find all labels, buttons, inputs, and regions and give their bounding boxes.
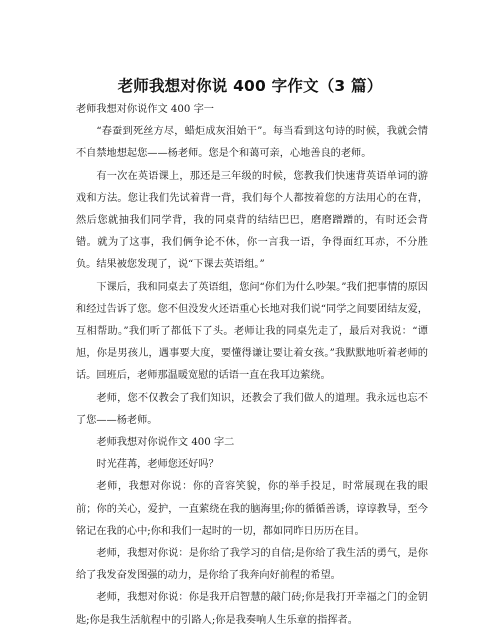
document-title: 老师我想对你说 400 字作文（3 篇） <box>117 77 383 95</box>
paragraph: 时光荏苒，老师您还好吗？ <box>96 459 219 471</box>
document-body <box>76 99 428 632</box>
paragraph: 老师，我想对你说：是你给了我学习的自信;是你给了我生活的勇气，是你给了我发奋发图强的动力，是你给了我奔向好前程的希望。 <box>76 548 428 582</box>
paragraph: 有一次在英语课上，那还是三年级的时候，您教我们快速背英语单词的游戏和方法。您让我们先试着背一背，我们每个人都按着您的方法用心的在背，然后您就抽我们同学背，我的同桌背的结结巴巴，磨磨蹭蹭的，有时还会背错。就为了这事，我们俩争论不休，你一言我一语，争得面红耳赤，不分胜负。结果被您发现了，说“下课去英语组。” <box>76 170 428 271</box>
paragraph: 老师，我想对你说：你是我开启智慧的敲门砖;你是我打开幸福之门的金钥匙;你是我生活航程中的引路人;你是我奏响人生乐章的指挥者。 <box>76 592 428 626</box>
paragraph: 老师，我想对你说：你的音容笑貌，你的举手投足，时常展现在我的眼前；你的关心，爱护，一直萦绕在我的脑海里;你的循循善诱，谆谆教导，至今铭记在我的心中;你和我们一起时的一切，都如同昨日历历在目。 <box>76 481 428 537</box>
section-heading: 老师我想对你说作文 400 字二 <box>96 437 235 449</box>
paragraph: 老师，您不仅教会了我们知识，还教会了我们做人的道理。我永远也忘不了您——杨老师。 <box>76 392 428 426</box>
paragraph: “春蚕到死丝方尽，蜡炬成灰泪始干”。每当看到这句诗的时候，我就会情不自禁地想起您——杨老师。您是个和蔼可亲，心地善良的老师。 <box>76 126 428 160</box>
section-heading: 老师我想对你说作文 400 字一 <box>76 104 214 115</box>
paragraph: 下课后，我和同桌去了英语组，您问“你们为什么吵架。”我们把事情的原因和经过告诉了您。您不但没发火还语重心长地对我们说“同学之间要团结友爱，互相帮助。”我们听了都低下了头。老师让我的同桌先走了，最后对我说：“谭旭，你是男孩儿，遇事要大度，要懂得谦让要让着女孩。”我默默地听着老师的话。回班后，老师那温暖宽慰的话语一直在我耳边萦绕。 <box>76 281 428 382</box>
